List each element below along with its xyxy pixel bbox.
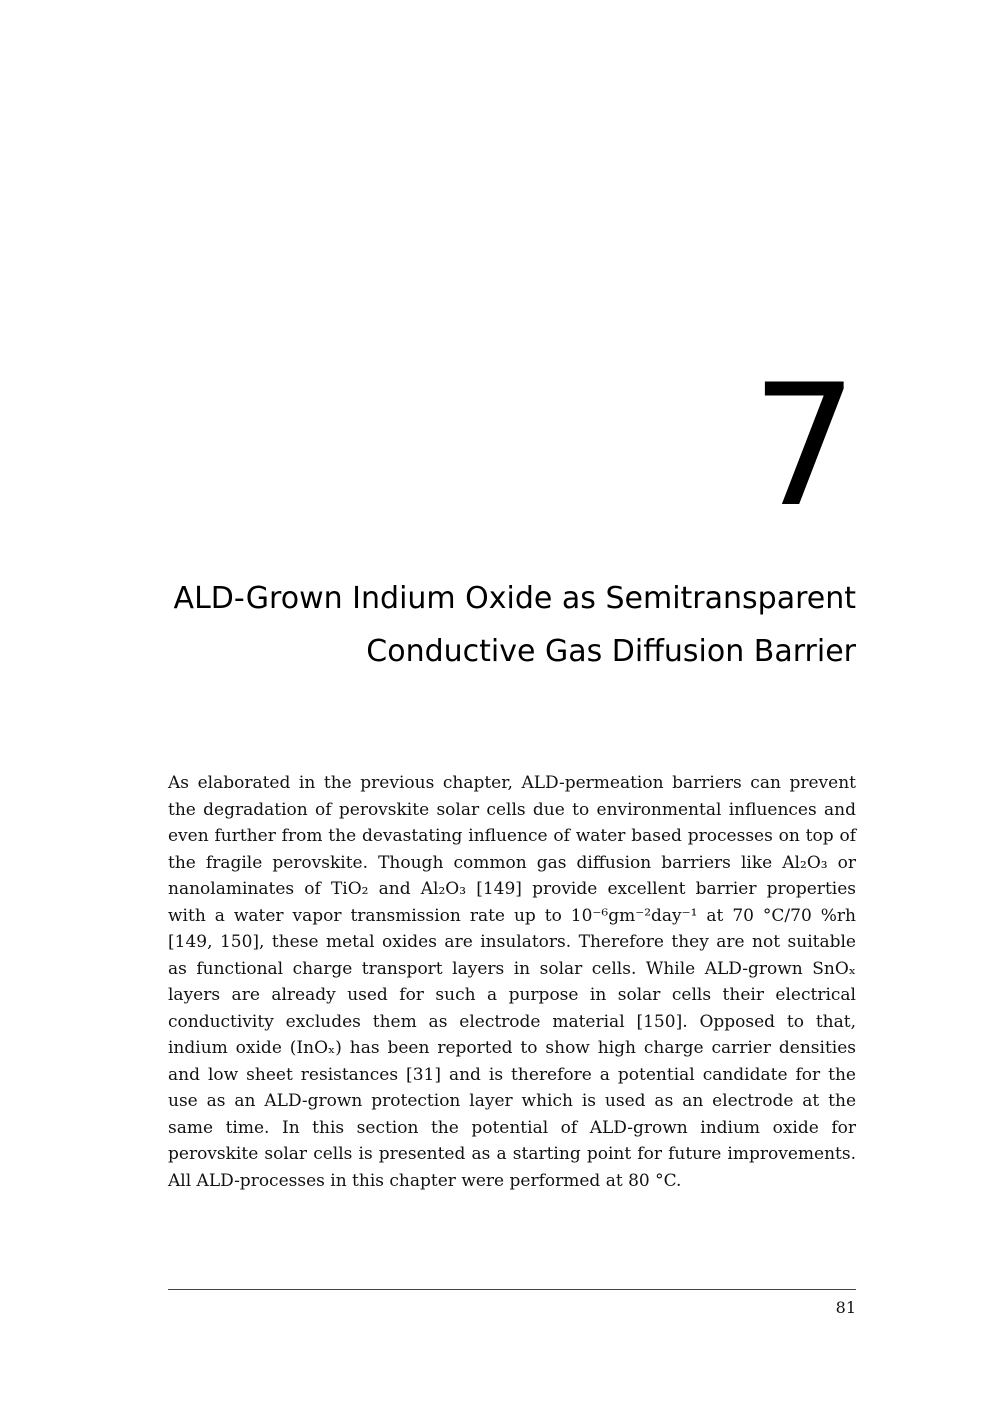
- body-paragraph: As elaborated in the previous chapter, ALD-permeation barriers can prevent the degradation of perovskite solar cells due to environmental influences and even further from the devastating influence of water based processes on top of the fragile perovskite. Though common gas diffusion barriers like Al₂O₃ or nanolaminates of TiO₂ and Al₂O₃ [149] provide excellent barrier properties with a water vapor transmission rate up to 10⁻⁶gm⁻²day⁻¹ at 70 °C/70 %rh [149, 150], these metal oxides are insulators. Therefore they are not suitable as functional charge transport layers in solar cells. While ALD-grown SnOₓ layers are already used for such a purpose in solar cells their electrical conductivity excludes them as electrode material [150]. Opposed to that, indium oxide (InOₓ) has been reported to show high charge carrier densities and low sheet resistances [31] and is therefore a potential candidate for the use as an ALD-grown protection layer which is used as an electrode at the same time. In this section the potential of ALD-grown indium oxide for perovskite solar cells is presented as a starting point for future improvements. All ALD-processes in this chapter were performed at 80 °C.: [168, 773, 856, 1191]
- chapter-title-line2: Conductive Gas Diffusion Barrier: [366, 634, 856, 669]
- chapter-number: 7: [751, 348, 856, 544]
- page-number: 81: [835, 1298, 856, 1317]
- footer-rule: [168, 1289, 856, 1290]
- chapter-title-line1: ALD-Grown Indium Oxide as Semitransparent: [173, 581, 856, 616]
- chapter-title: [168, 572, 856, 678]
